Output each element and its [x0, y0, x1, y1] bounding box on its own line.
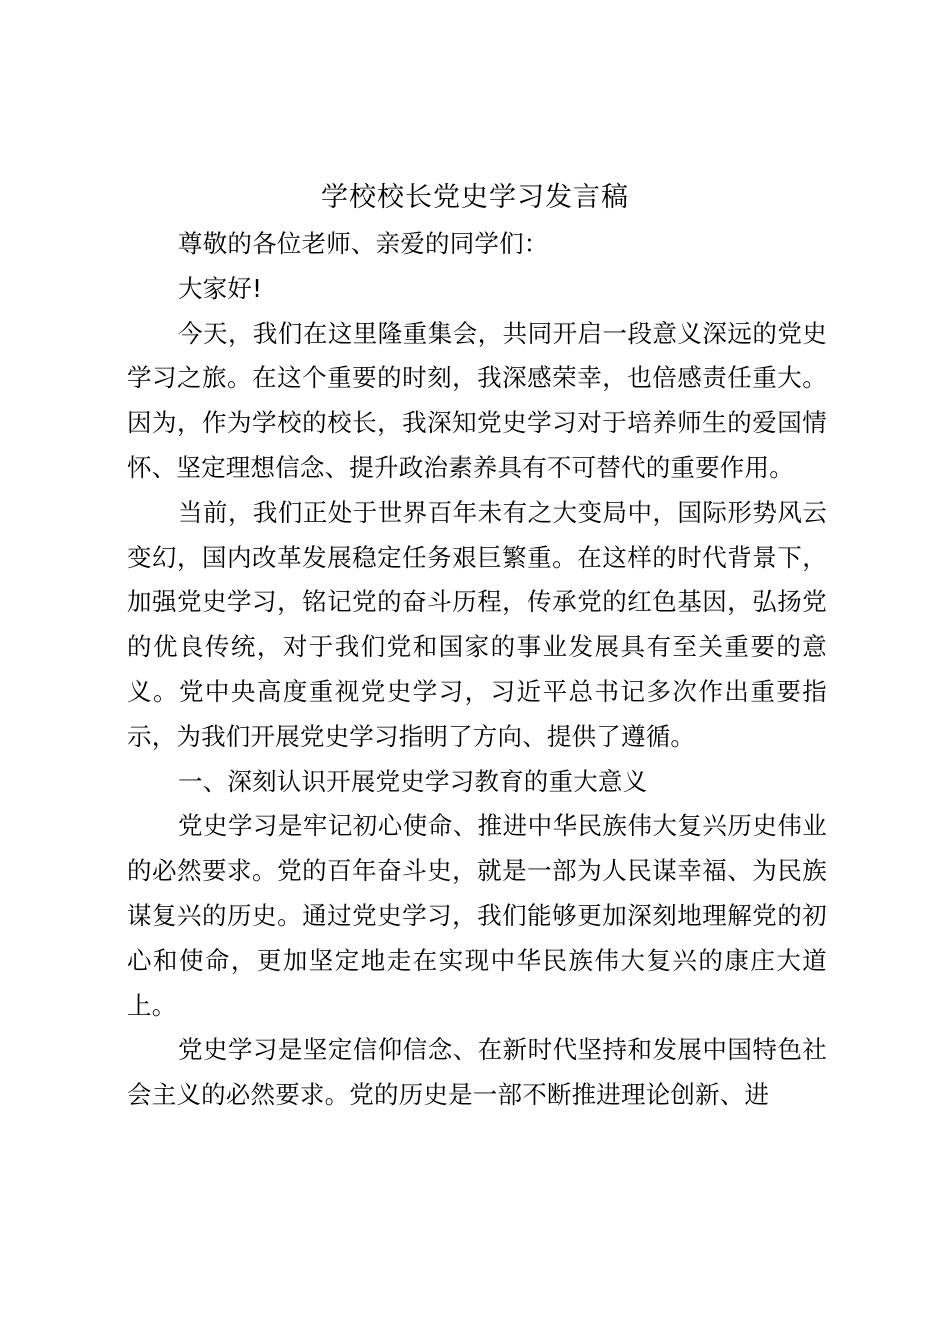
- paragraph-section1-b: 党史学习是坚定信仰信念、在新时代坚持和发展中国特色社会主义的必然要求。党的历史是一部不断推进理论创新、进: [127, 1035, 827, 1110]
- salutation: 尊敬的各位老师、亲爱的同学们：: [178, 229, 549, 258]
- paragraph-section1-a: 党史学习是牢记初心使命、推进中华民族伟大复兴历史伟业的必然要求。党的百年奋斗史，就是一部为人民谋幸福、为民族谋复兴的历史。通过党史学习，我们能够更加深刻地理解党的初心和使命，更加坚定地走在实现中华民族伟大复兴的康庄大道上。: [127, 811, 827, 1020]
- paragraph-intro: 今天，我们在这里隆重集会，共同开启一段意义深远的党史学习之旅。在这个重要的时刻，我深感荣幸，也倍感责任重大。因为，作为学校的校长，我深知党史学习对于培养师生的爱国情怀、坚定理想信念、提升政治素养具有不可替代的重要作用。: [127, 318, 827, 482]
- document-title: 学校校长党史学习发言稿: [321, 182, 629, 213]
- greeting: 大家好!: [178, 273, 263, 303]
- section-heading-1: 一、深刻认识开展党史学习教育的重大意义: [178, 766, 648, 796]
- paragraph-context: 当前，我们正处于世界百年未有之大变局中，国际形势风云变幻，国内改革发展稳定任务艰巨繁重。在这样的时代背景下，加强党史学习，铭记党的奋斗历程，传承党的红色基因，弘扬党的优良传统，对于我们党和国家的事业发展具有至关重要的意义。党中央高度重视党史学习，习近平总书记多次作出重要指示，为我们开展党史学习指明了方向、提供了遵循。: [127, 497, 827, 751]
- document-body: [127, 222, 827, 1118]
